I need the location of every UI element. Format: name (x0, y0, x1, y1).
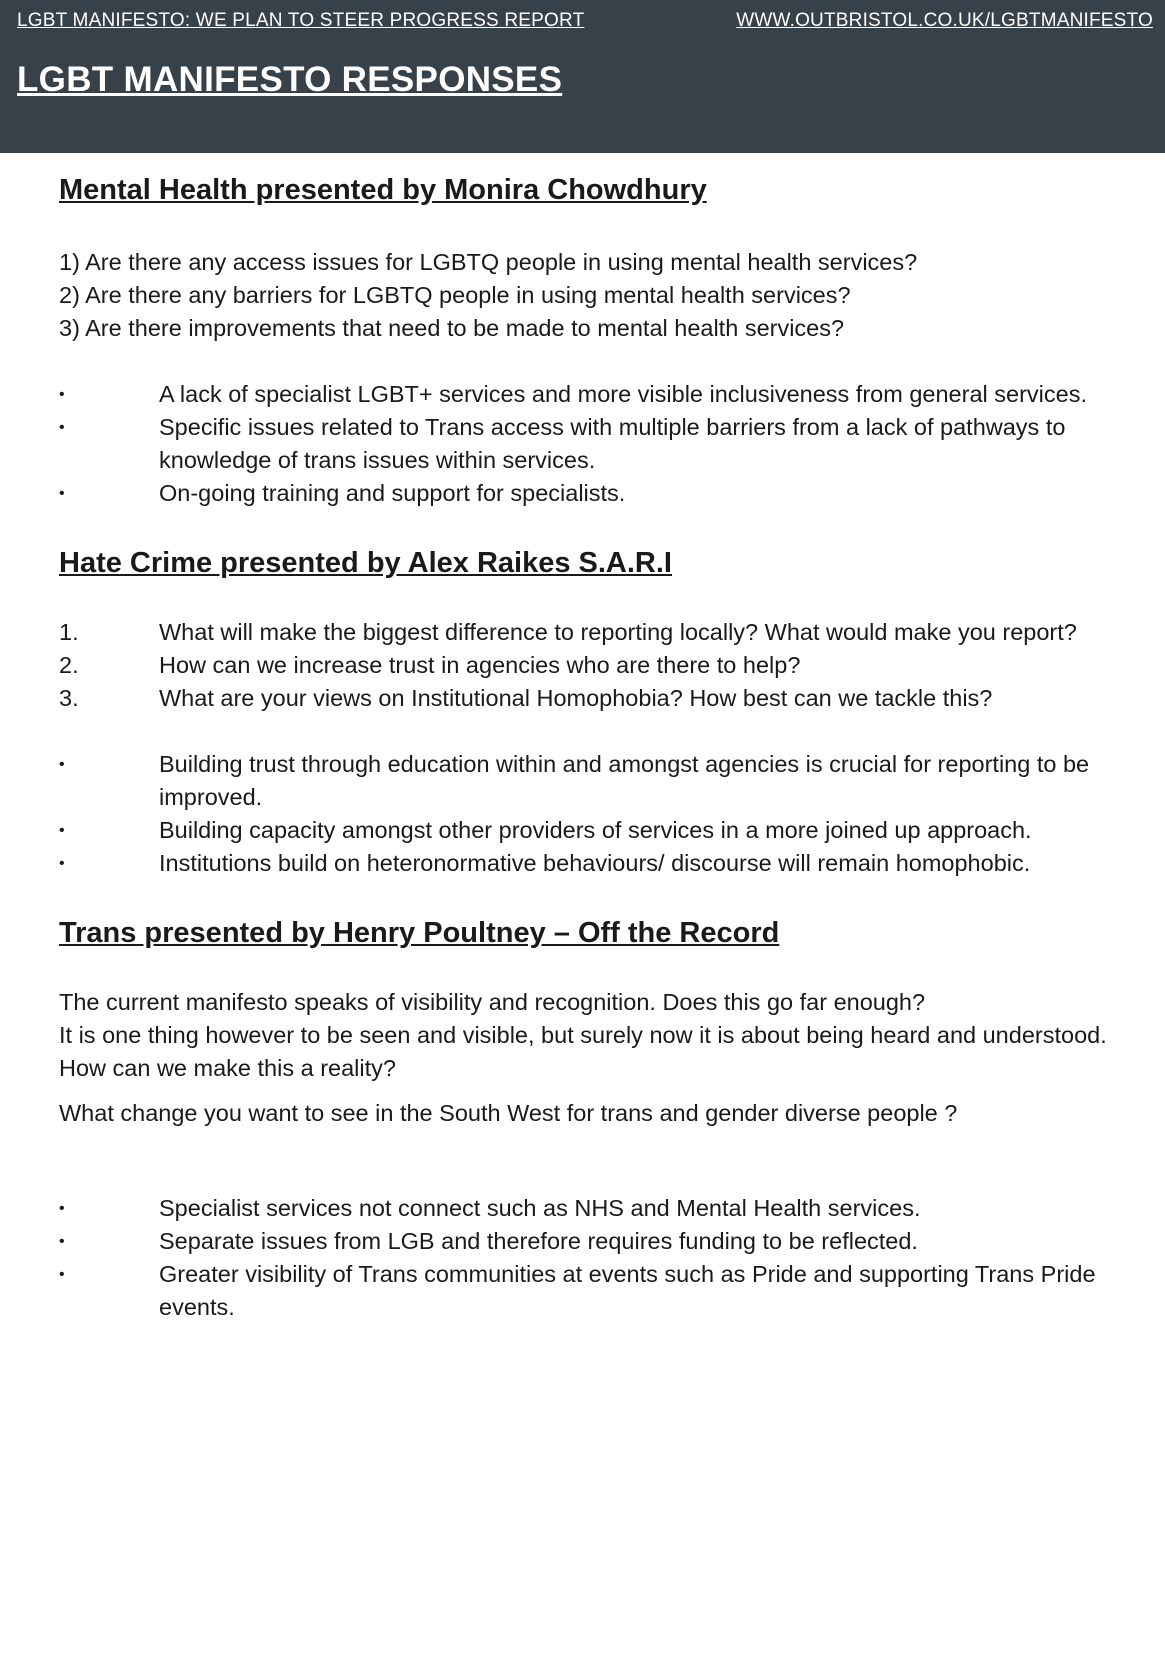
document-body (59, 170, 1139, 1324)
question-line: 2) Are there any barriers for LGBTQ people in using mental health services? (59, 282, 851, 308)
bullet-icon: • (59, 855, 65, 872)
page-header (0, 0, 1165, 153)
item-text: What are your views on Institutional Homophobia? How best can we tackle this? (159, 685, 993, 711)
bullet-icon: • (59, 822, 65, 839)
list-item (59, 1225, 1139, 1258)
list-item (59, 411, 1139, 477)
item-number: 3. (59, 685, 79, 711)
bullet-text: Building trust through education within and amongst agencies is crucial for reporting to be improved. (159, 751, 1090, 810)
bullet-icon: • (59, 756, 65, 773)
item-number: 1. (59, 619, 79, 645)
numbered-item (59, 682, 1139, 715)
bullet-text: Institutions build on heteronormative behaviours/ discourse will remain homophobic. (159, 850, 1031, 876)
item-text: How can we increase trust in agencies who are there to help? (159, 652, 801, 678)
item-text: What will make the biggest difference to reporting locally? What would make you report? (159, 619, 1077, 645)
item-number: 2. (59, 652, 79, 678)
bullet-text: Specialist services not connect such as NHS and Mental Health services. (159, 1195, 921, 1221)
list-item (59, 748, 1139, 814)
bullet-icon: • (59, 1266, 65, 1283)
bullet-icon: • (59, 386, 65, 403)
numbered-item (59, 616, 1139, 649)
list-item (59, 378, 1139, 411)
bullet-icon: • (59, 419, 65, 436)
page-title: LGBT MANIFESTO RESPONSES (17, 60, 563, 99)
question-line: 1) Are there any access issues for LGBTQ people in using mental health services? (59, 249, 918, 275)
bullet-text: Greater visibility of Trans communities at events such as Pride and supporting Trans Pride events. (159, 1261, 1096, 1320)
bullet-text: On-going training and support for specialists. (159, 480, 626, 506)
list-item (59, 1192, 1139, 1225)
bullet-text: Separate issues from LGB and therefore requires funding to be reflected. (159, 1228, 918, 1254)
bullet-text: A lack of specialist LGBT+ services and more visible inclusiveness from general services. (159, 381, 1087, 407)
list-item (59, 477, 1139, 510)
list-item (59, 847, 1139, 880)
paragraph: It is one thing however to be seen and visible, but surely now it is about being heard and understood. How can we make this a reality? (59, 1022, 1107, 1081)
question-line: 3) Are there improvements that need to be made to mental health services? (59, 315, 845, 341)
bullet-icon: • (59, 485, 65, 502)
section-heading-mental-health: Mental Health presented by Monira Chowdhury (59, 174, 707, 206)
section-heading-trans: Trans presented by Henry Poultney – Off the Record (59, 917, 780, 949)
bullet-icon: • (59, 1200, 65, 1217)
paragraph: The current manifesto speaks of visibility and recognition. Does this go far enough? (59, 989, 926, 1015)
bullet-text: Specific issues related to Trans access with multiple barriers from a lack of pathways to knowledge of trans issues within services. (159, 414, 1066, 473)
bullet-icon: • (59, 1233, 65, 1250)
list-item (59, 814, 1139, 847)
paragraph: What change you want to see in the South West for trans and gender diverse people ? (59, 1100, 958, 1126)
bullet-text: Building capacity amongst other providers of services in a more joined up approach. (159, 817, 1032, 843)
header-url[interactable]: WWW.OUTBRISTOL.CO.UK/LGBTMANIFESTO (736, 10, 1153, 31)
section-heading-hate-crime: Hate Crime presented by Alex Raikes S.A.R.I (59, 547, 672, 579)
numbered-item (59, 649, 1139, 682)
header-report-title: LGBT MANIFESTO: WE PLAN TO STEER PROGRESS REPORT (17, 10, 585, 31)
list-item (59, 1258, 1139, 1324)
